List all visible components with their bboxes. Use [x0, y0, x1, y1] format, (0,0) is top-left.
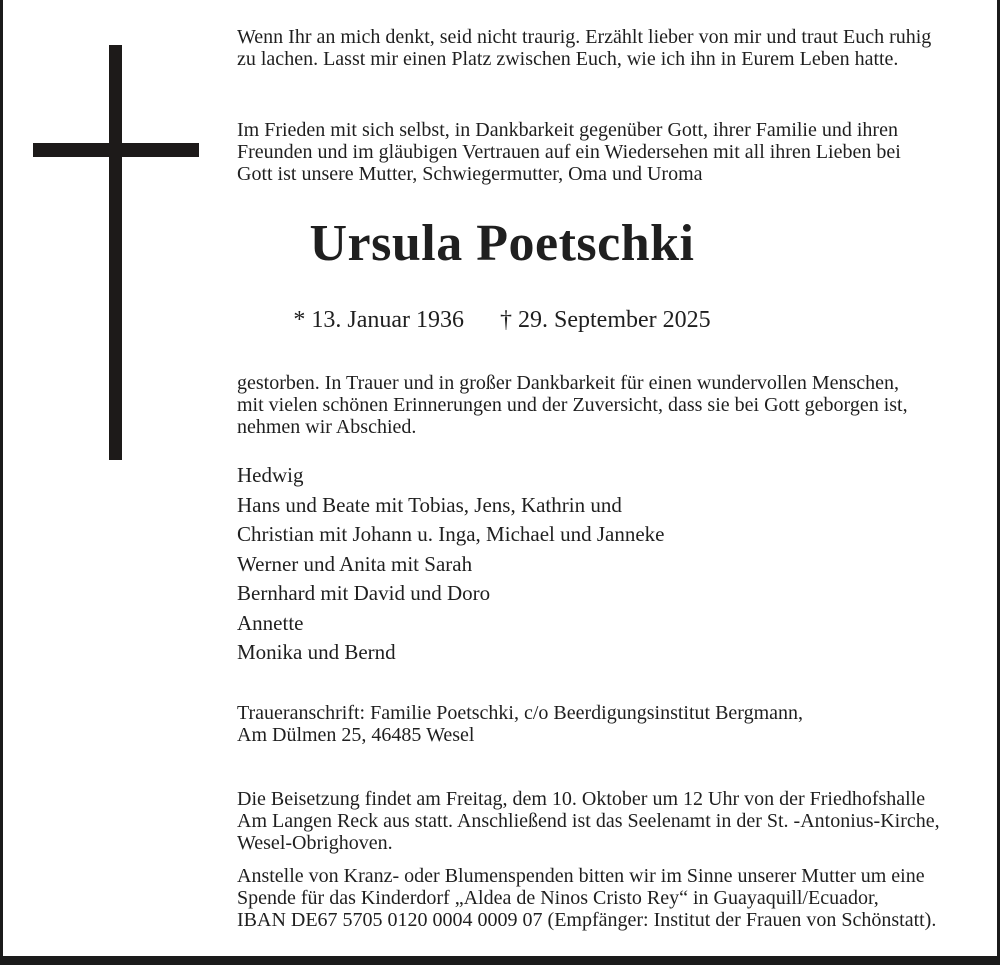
intro-quote-line: zu lachen. Lasst mir einen Platz zwischen Euch, wie ich ihn in Eurem Leben hatte.	[237, 48, 899, 70]
cross-vertical-bar	[109, 45, 122, 460]
funeral-info-line: Die Beisetzung findet am Freitag, dem 10. Oktober um 12 Uhr von der Friedhofshalle	[237, 788, 926, 810]
donation-info-line: Anstelle von Kranz- oder Blumenspenden bitten wir im Sinne unserer Mutter um eine	[237, 865, 925, 887]
deceased-name: Ursula Poetschki	[309, 215, 695, 272]
farewell-text	[237, 372, 908, 438]
mourner-line: Christian mit Johann u. Inga, Michael und Janneke	[237, 522, 665, 546]
donation-info	[237, 865, 936, 931]
scan-border-bottom	[0, 956, 1000, 965]
farewell-line: nehmen wir Abschied.	[237, 416, 417, 438]
mourner-line: Hans und Beate mit Tobias, Jens, Kathrin und	[237, 492, 622, 517]
mourner-line: Annette	[237, 610, 304, 635]
donation-info-line: Spende für das Kinderdorf „Aldea de Ninos Cristo Rey“ in Guayaquill/Ecuador,	[237, 887, 879, 909]
mourners-list	[237, 461, 665, 668]
birth-date: * 13. Januar 1936	[293, 307, 464, 333]
scan-border-left	[0, 0, 3, 965]
farewell-line: gestorben. In Trauer und in großer Dankbarkeit für einen wundervollen Menschen,	[237, 372, 900, 394]
donation-info-line: IBAN DE67 5705 0120 0004 0009 07 (Empfänger: Institut der Frauen von Schönstatt).	[237, 909, 937, 931]
mourner-line: Hedwig	[237, 463, 304, 487]
intro-quote	[237, 26, 931, 70]
funeral-info-line: Wesel-Obrighoven.	[237, 832, 393, 854]
mourner-line: Monika und Bernd	[237, 640, 396, 664]
mourning-address-line: Am Dülmen 25, 46485 Wesel	[237, 724, 475, 746]
tribute-line: Gott ist unsere Mutter, Schwiegermutter, Oma und Uroma	[237, 163, 703, 185]
mourning-address	[237, 702, 803, 746]
life-dates	[237, 306, 767, 334]
mourner-line: Werner und Anita mit Sarah	[237, 551, 473, 576]
tribute-text	[237, 119, 901, 185]
tribute-line: Freunden und im gläubigen Vertrauen auf ein Wiedersehen mit all ihren Lieben bei	[237, 141, 901, 163]
mourning-address-line: Traueranschrift: Familie Poetschki, c/o Beerdigungsinstitut Bergmann,	[237, 702, 804, 724]
cross-horizontal-bar	[33, 143, 199, 157]
funeral-info-line: Am Langen Reck aus statt. Anschließend ist das Seelenamt in der St. -Antonius-Kirche,	[237, 810, 940, 832]
tribute-line: Im Frieden mit sich selbst, in Dankbarkeit gegenüber Gott, ihrer Familie und ihren	[237, 119, 898, 141]
intro-quote-line: Wenn Ihr an mich denkt, seid nicht traurig. Erzählt lieber von mir und traut Euch ruhig	[237, 26, 932, 48]
farewell-line: mit vielen schönen Erinnerungen und der Zuversicht, dass sie bei Gott geborgen ist,	[237, 394, 908, 416]
funeral-info	[237, 788, 940, 854]
death-date: † 29. September 2025	[500, 307, 711, 333]
mourner-line: Bernhard mit David und Doro	[237, 581, 491, 605]
